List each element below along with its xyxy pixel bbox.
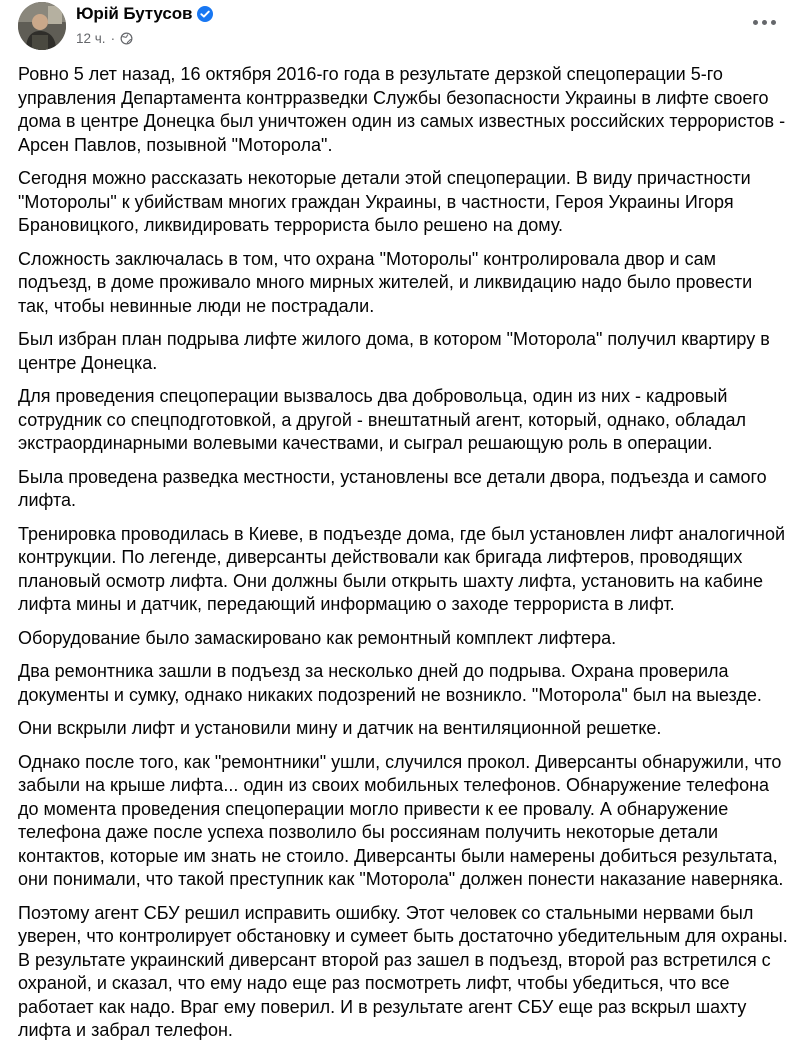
verified-badge-icon xyxy=(197,6,213,22)
post-paragraph: Для проведения спецоперации вызвалось два добровольца, один из них - кадровый сотрудник со спецподготовкой, а другой - внештатный агент, который, однако, обладал экстраординарными волевыми качествами, и сыграл решающую роль в операции. xyxy=(18,386,747,453)
post-paragraph: Ровно 5 лет назад, 16 октября 2016-го года в результате дерзкой спецоперации 5-го управления Департамента контрразведки Службы безопасности Украины в лифте своего дома в центре Донецка был уничтожен один из самых известных российских террористов - Арсен Павлов, позывной "Моторола". xyxy=(18,64,786,155)
author-line xyxy=(76,2,213,26)
author-block xyxy=(76,2,213,48)
post-paragraph: Два ремонтника зашли в подъезд за несколько дней до подрыва. Охрана проверила документы и сумку, однако никаких подозрений не возникло. "Моторола" был на выезде. xyxy=(18,661,762,705)
post-paragraph: Они вскрыли лифт и установили мину и датчик на вентиляционной решетке. xyxy=(18,718,662,738)
post-paragraph: Была проведена разведка местности, установлены все детали двора, подъезда и самого лифта. xyxy=(18,466,767,510)
post-paragraph: Сегодня можно рассказать некоторые детали этой спецоперации. В виду причастности "Моторолы" к убийствам многих граждан Украины, в частности, Героя Украины Игоря Брановицкого, ликвидировать террориста было решено на дому. xyxy=(18,168,751,235)
globe-icon[interactable] xyxy=(120,32,133,45)
author-name[interactable]: Юрій Бутусов xyxy=(76,4,193,23)
more-options-button[interactable] xyxy=(746,8,782,36)
meta-separator: · xyxy=(110,30,116,46)
post-timestamp[interactable]: 12 ч. xyxy=(76,30,106,46)
post-paragraph: Поэтому агент СБУ решил исправить ошибку. Этот человек со стальными нервами был уверен, что контролирует обстановку и сумеет быть достаточно убедительным для охраны. В результате украинский диверсант второй раз зашел в подъезд, второй раз встретился с охраной, и сказал, что ему надо еще раз посмотреть лифт, чтобы убедиться, что все работает как надо. Враг ему поверил. И в результате агент СБУ еще раз вскрыл шахту лифта и забрал телефон. xyxy=(18,902,788,1040)
post-paragraph: Тренировка проводилась в Киеве, в подъезде дома, где был установлен лифт аналогичной контрукции. По легенде, диверсанты действовали как бригада лифтеров, проводящих плановый осмотр лифта. Они должны были открыть шахту лифта, установить на кабине лифта мины и датчик, передающий информацию о заходе террориста в лифт. xyxy=(18,523,786,614)
post-paragraph: Был избран план подрыва лифте жилого дома, в котором "Моторола" получил квартиру в центре Донецка. xyxy=(18,329,770,373)
author-photo xyxy=(18,2,66,50)
author-avatar[interactable] xyxy=(18,2,66,50)
more-horizontal-icon xyxy=(753,20,776,25)
post-paragraph: Сложность заключалась в том, что охрана "Моторолы" контролировала двор и сам подъезд, в доме проживало много мирных жителей, и ликвидацию надо было провести так, чтобы невинные люди не пострадали. xyxy=(18,248,753,316)
post-text xyxy=(18,63,788,1047)
post-meta xyxy=(76,28,213,48)
post-paragraph: Оборудование было замаскировано как ремонтный комплект лифтера. xyxy=(18,627,617,648)
post-paragraph: Однако после того, как "ремонтники" ушли, случился прокол. Диверсанты обнаружили, что забыли на крыше лифта... один из своих мобильных телефонов. Обнаружение телефона до момента проведения спецоперации могло привести к ее провалу. А обнаружение телефона даже после успеха позволило бы россиянам получить некоторые детали контактов, которые им знать не стоило. Диверсанты были намерены добиться результата, они понимали, что такой преступник как "Моторола" должен понести наказание наверняка. xyxy=(18,751,784,889)
post-header xyxy=(18,0,782,56)
